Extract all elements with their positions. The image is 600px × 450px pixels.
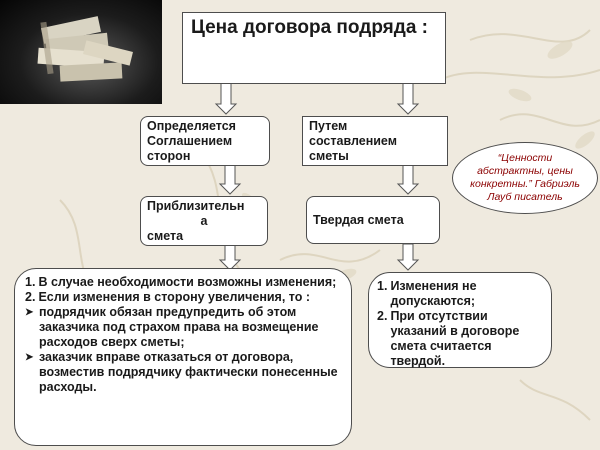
approximate-estimate-details <box>14 268 352 446</box>
detail-text: В случае необходимости возможны изменения; <box>38 275 337 289</box>
detail-number: 1. <box>25 275 36 289</box>
detail-number: 1. <box>377 279 388 293</box>
detail-text: Если изменения в сторону увеличения, то : <box>38 290 311 304</box>
diagram-title: Цена договора подряда : <box>191 17 428 38</box>
detail-bullet-item <box>25 350 339 395</box>
left-method-line: сторон <box>147 149 191 163</box>
detail-number: 2. <box>25 290 36 304</box>
approximate-estimate-line: а <box>200 214 208 228</box>
right-method-line: сметы <box>309 149 349 163</box>
diagram-title-box <box>182 12 446 84</box>
right-method-line: Путем <box>309 119 348 133</box>
detail-bullet-text: заказчик вправе отказаться от договора, возместив подрядчику фактически понесенные расходы. <box>39 350 338 394</box>
bullet-arrow-icon: ➤ <box>25 307 34 318</box>
left-method-line: Определяется <box>147 119 236 133</box>
bullet-arrow-icon: ➤ <box>25 352 34 363</box>
detail-bullet-text: подрядчик обязан предупредить об этом заказчика под страхом права на возмещение расходов сверх сметы; <box>39 305 319 349</box>
fixed-estimate-box <box>306 196 440 244</box>
left-method-box <box>140 116 270 166</box>
detail-text: Изменения не допускаются; <box>390 279 477 308</box>
quote-text: “Ценности абстрактны, цены конкретны.” Габриэль Лауб писатель <box>470 152 580 203</box>
fixed-estimate-details <box>368 272 552 368</box>
detail-number: 2. <box>377 309 388 323</box>
right-method-line: составлением <box>309 134 397 148</box>
approximate-estimate-line: смета <box>147 229 184 243</box>
detail-item <box>377 309 543 369</box>
detail-item <box>377 279 543 309</box>
fixed-estimate-label: Твердая смета <box>313 212 404 227</box>
left-method-line: Соглашением <box>147 134 233 148</box>
approximate-estimate-line: Приблизительн <box>147 199 245 213</box>
money-stack-image <box>0 0 162 104</box>
detail-bullet-item <box>25 305 339 350</box>
detail-item <box>25 290 339 305</box>
quote-callout <box>452 142 598 214</box>
approximate-estimate-box <box>140 196 268 246</box>
detail-item <box>25 275 339 290</box>
right-method-box <box>302 116 448 166</box>
detail-text: При отсутствии указаний в договоре смета считается твердой. <box>390 309 520 368</box>
